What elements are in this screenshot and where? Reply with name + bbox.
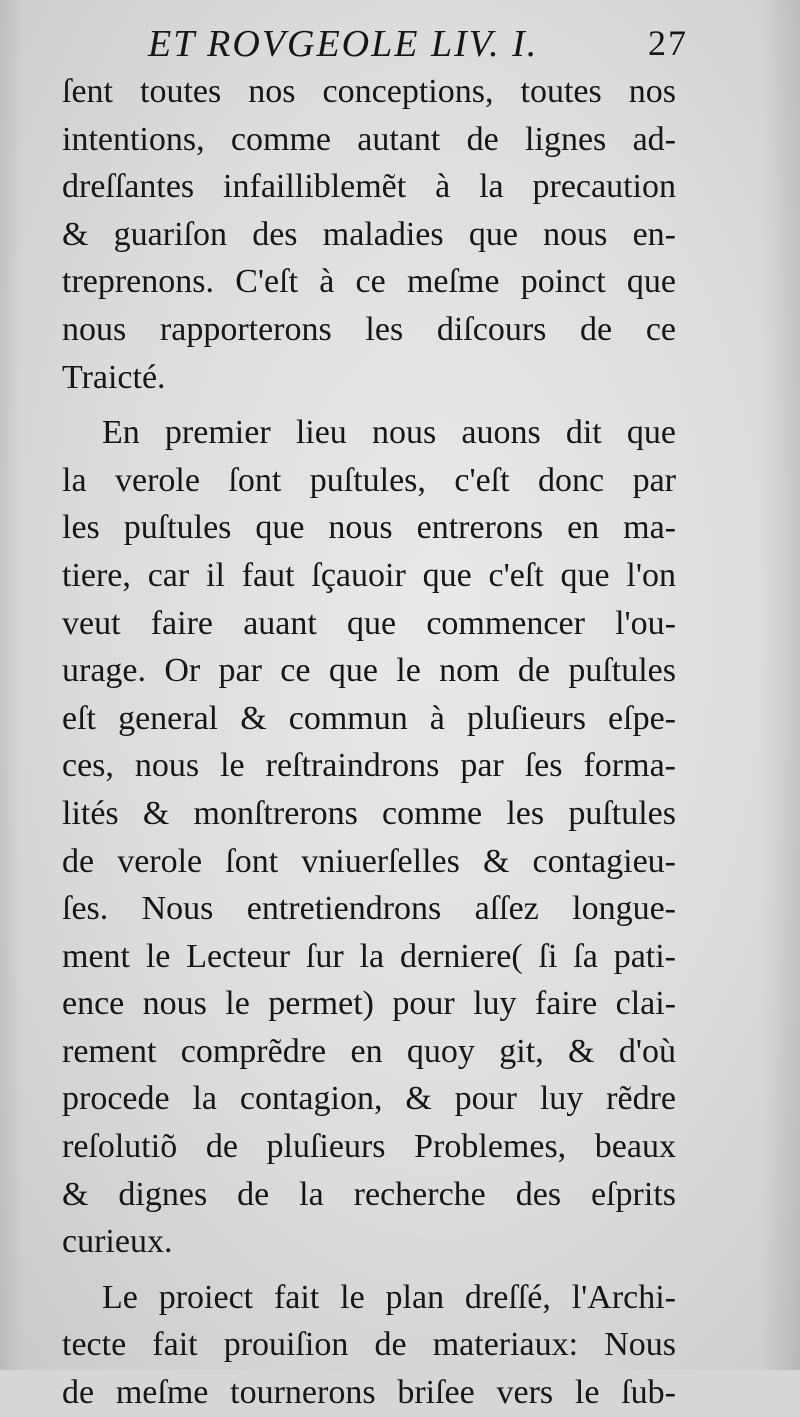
- text-line: reſolutiõ de pluſieurs Problemes, beaux: [62, 1128, 676, 1166]
- text-line: urage. Or par ce que le nom de puſtules: [62, 652, 676, 690]
- text-line: ſes. Nous entretiendrons aſſez longue-: [62, 890, 676, 928]
- text-line: treprenons. C'eſt à ce meſme poinct que: [62, 263, 676, 301]
- body-text: [62, 68, 676, 1417]
- page-gutter-shadow: [0, 0, 22, 1370]
- text-line: Traicté.: [62, 358, 166, 396]
- text-line: ces, nous le reſtraindrons par ſes forma-: [62, 747, 676, 785]
- text-line: & guariſon des maladies que nous en-: [62, 215, 676, 253]
- text-line: procede la contagion, & pour luy rẽdre: [62, 1080, 676, 1118]
- running-title: ET ROVGEOLE LIV. I.: [148, 23, 539, 65]
- text-line: lités & monſtrerons comme les puſtules: [62, 794, 676, 832]
- text-line: intentions, comme autant de lignes ad-: [62, 120, 676, 158]
- text-line: ence nous le permet) pour luy faire clai-: [62, 985, 676, 1023]
- text-line: tiere, car il faut ſçauoir que c'eſt que l'on: [62, 556, 676, 594]
- text-line: ſent toutes nos conceptions, toutes nos: [62, 73, 676, 110]
- page-edge-shadow: [760, 0, 800, 1370]
- text-line: de verole ſont vniuerſelles & contagieu-: [62, 842, 676, 880]
- paragraph-1: [62, 68, 676, 401]
- text-line: la verole ſont puſtules, c'eſt donc par: [62, 461, 676, 499]
- text-line: curieux.: [62, 1223, 173, 1261]
- text-line: veut faire auant que commencer l'ou-: [62, 604, 676, 642]
- text-line: En premier lieu nous auons dit que: [102, 414, 676, 452]
- paragraph-2: [62, 409, 676, 1266]
- text-line: Le proiect fait le plan dreſſé, l'Archi-: [102, 1278, 676, 1316]
- page-number: 27: [648, 23, 688, 63]
- paragraph-3: [62, 1274, 676, 1417]
- text-line: dreſſantes infailliblemẽt à la precaution: [62, 168, 676, 206]
- page-header: [148, 22, 688, 72]
- text-line: de meſme tournerons briſee vers le ſub-: [62, 1374, 676, 1412]
- text-line: tecte fait prouiſion de materiaux: Nous: [62, 1326, 676, 1364]
- text-line: rement comprẽdre en quoy git, & d'où: [62, 1032, 676, 1070]
- text-line: les puſtules que nous entrerons en ma-: [62, 509, 676, 547]
- text-line: ment le Lecteur ſur la derniere( ſi ſa pati-: [62, 937, 676, 975]
- text-line: nous rapporterons les diſcours de ce: [62, 310, 676, 348]
- text-line: eſt general & commun à pluſieurs eſpe-: [62, 699, 676, 737]
- text-line: & dignes de la recherche des eſprits: [62, 1175, 676, 1213]
